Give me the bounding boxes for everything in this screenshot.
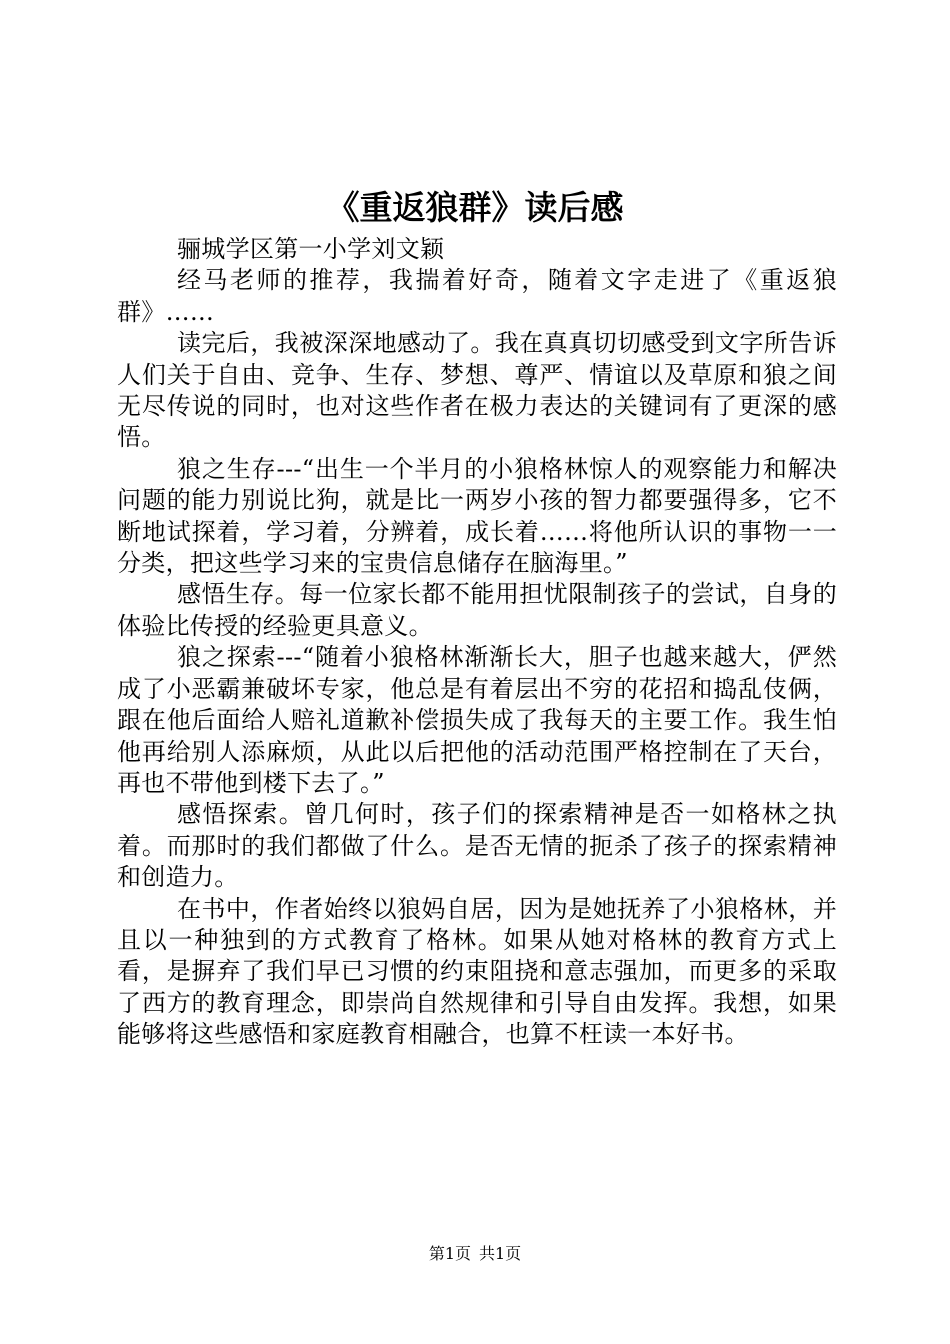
document-title: 《重返狼群》读后感 xyxy=(326,188,624,227)
paragraph: 感悟探索。曾几何时，孩子们的探索精神是否一如格林之执着。而那时的我们都做了什么。是否无情的扼杀了孩子的探索精神和创造力。 xyxy=(117,800,837,892)
paragraph: 狼之生存---“出生一个半月的小狼格林惊人的观察能力和解决问题的能力别说比狗，就是比一两岁小孩的智力都要强得多，它不断地试探着，学习着，分辨着，成长着……将他所认识的事物一一分类，把这些学习来的宝贵信息储存在脑海里。” xyxy=(117,454,837,578)
paragraph: 在书中，作者始终以狼妈自居，因为是她抚养了小狼格林，并且以一种独到的方式教育了格林。如果从她对格林的教育方式上看，是摒弃了我们早已习惯的约束阻挠和意志强加，而更多的采取了西方的教育理念，即崇尚自然规律和引导自由发挥。我想，如果能够将这些感悟和家庭教育相融合，也算不枉读一本好书。 xyxy=(117,894,837,1049)
document-body xyxy=(117,234,837,1051)
page-number: 第1页 xyxy=(428,1244,471,1263)
page-total: 共1页 xyxy=(479,1244,522,1263)
author-line: 骊城学区第一小学刘文颖 xyxy=(177,235,445,263)
page-footer xyxy=(0,1243,950,1265)
paragraph: 狼之探索---“随着小狼格林渐渐长大，胆子也越来越大，俨然成了小恶霸兼破坏专家，他总是有着层出不穷的花招和捣乱伎俩，跟在他后面给人赔礼道歉补偿损失成了我每天的主要工作。我生怕他再给别人添麻烦，从此以后把他的活动范围严格控制在了天台，再也不带他到楼下去了。” xyxy=(117,643,837,797)
paragraph: 经马老师的推荐，我揣着好奇，随着文字走进了《重返狼群》…… xyxy=(117,266,837,326)
paragraph: 感悟生存。每一位家长都不能用担忧限制孩子的尝试，自身的体验比传授的经验更具意义。 xyxy=(117,580,837,640)
paragraph: 读完后，我被深深地感动了。我在真真切切感受到文字所告诉人们关于自由、竞争、生存、梦想、尊严、情谊以及草原和狼之间无尽传说的同时，也对这些作者在极力表达的关键词有了更深的感悟。 xyxy=(117,329,837,452)
